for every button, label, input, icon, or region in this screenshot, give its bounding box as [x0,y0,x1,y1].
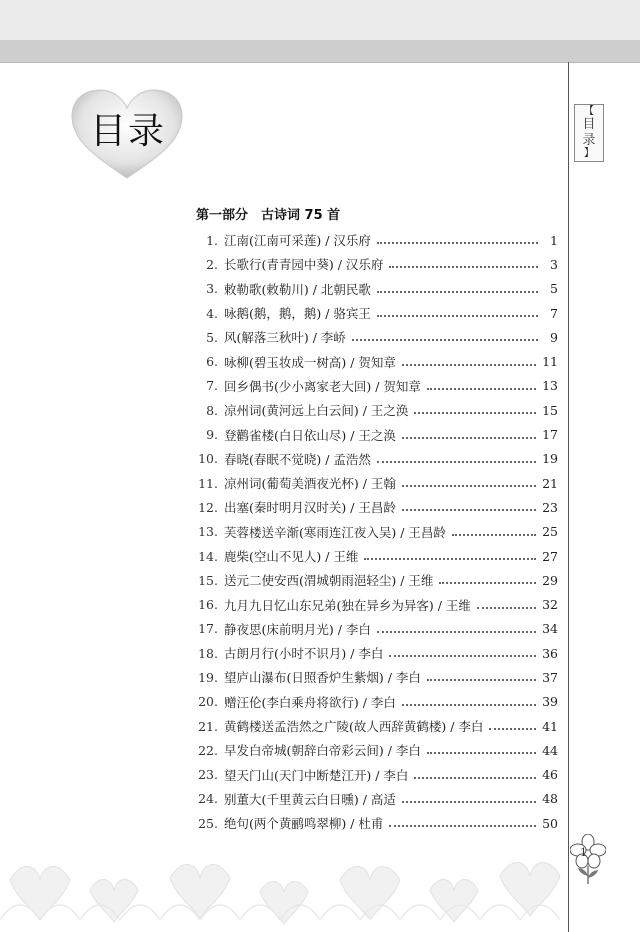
toc-entry-title: 芙蓉楼送辛渐(寒雨连江夜入吴) / 王昌龄 [224,524,446,540]
toc-entry-title: 出塞(秦时明月汉时关) / 王昌龄 [224,500,396,516]
toc-entry-page: 25 [542,524,558,540]
toc-entry-page: 34 [542,621,558,637]
toc-entry-page: 29 [542,572,558,588]
toc-leader-dots [427,679,536,681]
toc-leader-dots [402,364,536,366]
toc-entry-page: 50 [542,815,558,831]
page-number: 1 [580,846,587,859]
toc-entry [196,471,558,495]
side-tab-bracket-top: 【 [584,106,594,117]
toc-entry-number: 15. [198,572,218,588]
toc-entry [196,738,558,762]
toc-leader-dots [402,437,536,439]
toc-entry-title: 静夜思(床前明月光) / 李白 [224,621,371,637]
toc-entry-title: 鹿柴(空山不见人) / 王维 [224,549,359,564]
toc-leader-dots [402,704,536,706]
toc-entry-page: 3 [550,256,558,272]
toc-entry [196,763,558,787]
toc-entry-page: 23 [542,499,558,515]
toc-entry [196,398,558,422]
toc-entry-number: 7. [206,378,218,394]
toc-entry-title: 凉州词(葡萄美酒夜光杯) / 王翰 [224,476,396,492]
toc-entry-number: 8. [206,402,218,418]
toc-entry [196,495,558,519]
toc-entry-title: 古朗月行(小时不识月) / 李白 [224,646,384,662]
margin-rule [568,62,569,932]
toc-leader-dots [377,242,538,244]
toc-entry-number: 20. [198,694,218,710]
toc-entry-title: 敕勒歌(敕勒川) / 北朝民歌 [224,281,371,297]
section-side-tab [574,104,604,162]
floral-footer-decoration [0,820,640,932]
toc-entry [196,641,558,665]
toc-leader-dots [352,339,538,341]
toc-entry-title: 春晓(春眠不觉晓) / 孟浩然 [224,451,371,467]
toc-entry-page: 15 [542,402,558,418]
toc-entry-title: 凉州词(黄河远上白云间) / 王之涣 [224,403,409,419]
toc-entry-page: 19 [542,451,558,467]
header-band-dark [0,40,640,63]
side-tab-label-line1: 目 [582,117,596,132]
toc-leader-dots [389,655,536,657]
toc-entry-page: 39 [542,694,558,710]
toc-entry [196,665,558,689]
toc-entry-title: 早发白帝城(朝辞白帝彩云间) / 李白 [224,743,421,759]
toc-leader-dots [377,291,538,293]
header-band-light [0,0,640,40]
toc-leader-dots [389,266,538,268]
toc-entry-page: 37 [542,669,558,685]
toc-entry-title: 赠汪伦(李白乘舟将欲行) / 李白 [224,694,396,710]
toc-entry-number: 11. [198,475,218,491]
toc-leader-dots [377,461,536,463]
toc-entry-title: 别董大(千里黄云白日曛) / 高适 [224,791,396,807]
toc-entry-number: 24. [198,791,218,807]
toc-entry-number: 12. [198,499,218,515]
toc-entry-number: 13. [198,524,218,540]
toc-leader-dots [427,388,536,390]
toc-entry [196,301,558,325]
toc-leader-dots [427,752,536,754]
toc-entry-title: 九月九日忆山东兄弟(独在异乡为异客) / 王维 [224,597,471,613]
toc-entry-title: 黄鹤楼送孟浩然之广陵(故人西辞黄鹤楼) / 李白 [224,719,484,735]
toc-entry-title: 望庐山瀑布(日照香炉生紫烟) / 李白 [224,670,421,686]
flower-icon [570,834,606,886]
toc-leader-dots [452,534,536,536]
toc-entry-page: 21 [542,475,558,491]
toc-entry [196,568,558,592]
toc-leader-dots [402,485,536,487]
toc-entry-page: 11 [542,354,558,370]
toc-leader-dots [414,412,536,414]
toc-entry-page: 1 [550,232,558,248]
toc-leader-dots [489,728,536,730]
toc-entry-number: 2. [206,256,218,272]
page-title: 目录 [90,111,167,152]
toc-entry-number: 4. [206,305,218,321]
toc-entry [196,447,558,471]
toc-entry-number: 9. [206,427,218,443]
toc-entry-title: 望天门山(天门中断楚江开) / 李白 [224,767,409,783]
toc-entry-number: 22. [198,742,218,758]
toc-entry [196,422,558,446]
toc-leader-dots [414,777,536,779]
toc-entry-number: 14. [198,548,218,564]
toc-entry [196,592,558,616]
toc-entry-page: 27 [542,548,558,564]
toc-entry-number: 6. [206,354,218,370]
toc-entry [196,228,558,252]
toc-entry [196,252,558,276]
toc-entry-number: 18. [198,645,218,661]
toc-entry-title: 送元二使安西(渭城朝雨浥轻尘) / 王维 [224,573,434,589]
section-heading: 第一部分 古诗词 75 首 [196,208,341,223]
toc-entry-number: 17. [198,621,218,637]
toc-entry-page: 9 [550,329,558,345]
toc-entry [196,617,558,641]
toc-entry-title: 咏柳(碧玉妆成一树高) / 贺知章 [224,354,396,370]
toc-entry [196,714,558,738]
toc-entry-page: 36 [542,645,558,661]
toc-entry-page: 5 [550,281,558,297]
toc-leader-dots [402,509,536,511]
toc-entry-page: 41 [542,718,558,734]
toc-entry [196,277,558,301]
toc-entry-title: 风(解落三秋叶) / 李峤 [224,330,346,346]
toc-entry-page: 13 [542,378,558,394]
side-tab-label-line2: 录 [582,133,596,148]
toc-entry-title: 登鹳雀楼(白日依山尽) / 王之涣 [224,427,396,443]
toc-leader-dots [439,582,536,584]
toc-entry-number: 19. [198,669,218,685]
toc-entry-page: 7 [550,305,558,321]
toc-entry-title: 绝句(两个黄鹂鸣翠柳) / 杜甫 [224,816,384,832]
toc-entry-page: 44 [542,742,558,758]
toc-entry-page: 17 [542,427,558,443]
table-of-contents [196,228,558,835]
toc-entry-number: 1. [206,232,218,248]
toc-entry-title: 江南(江南可采莲) / 汉乐府 [224,233,371,249]
toc-entry-page: 46 [542,767,558,783]
toc-entry [196,520,558,544]
toc-leader-dots [377,631,536,633]
toc-entry [196,690,558,714]
toc-entry [196,787,558,811]
toc-entry [196,544,558,568]
toc-leader-dots [377,315,538,317]
toc-leader-dots [402,801,536,803]
toc-entry-number: 16. [198,597,218,613]
toc-leader-dots [364,558,536,560]
toc-entry [196,374,558,398]
toc-entry-number: 3. [206,281,218,297]
toc-entry-title: 长歌行(青青园中葵) / 汉乐府 [224,257,384,273]
toc-entry-title: 咏鹅(鹅，鹅，鹅) / 骆宾王 [224,306,371,322]
toc-entry-number: 5. [206,329,218,345]
toc-leader-dots [477,607,536,609]
toc-entry-page: 32 [542,597,558,613]
toc-entry-number: 23. [198,767,218,783]
toc-entry-number: 10. [198,451,218,467]
toc-entry-number: 21. [198,718,218,734]
toc-entry [196,325,558,349]
side-tab-bracket-bottom: 】 [584,148,594,159]
toc-entry-page: 48 [542,791,558,807]
toc-entry [196,349,558,373]
toc-entry-number: 25. [198,815,218,831]
toc-entry-title: 回乡偶书(少小离家老大回) / 贺知章 [224,378,421,394]
